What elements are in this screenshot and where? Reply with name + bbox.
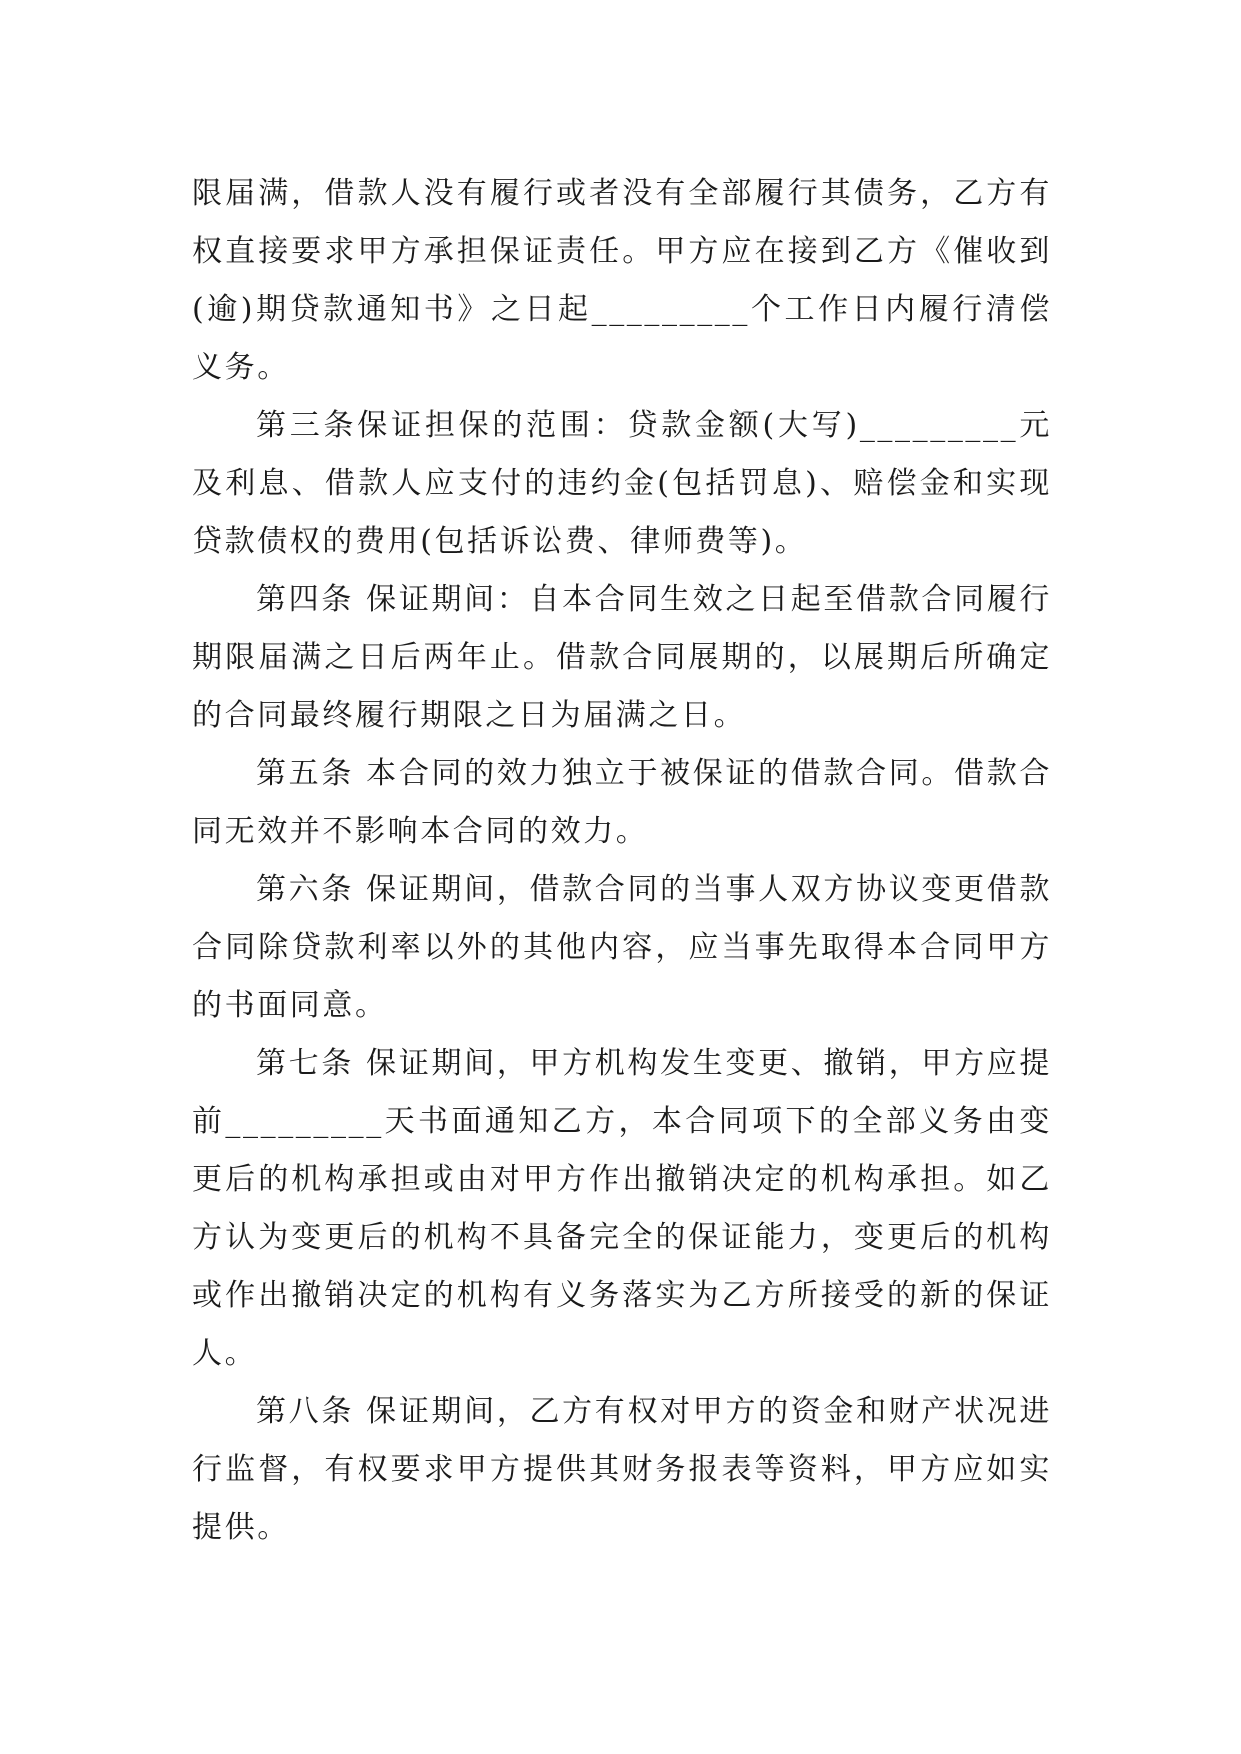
paragraph-article-4: 第四条 保证期间：自本合同生效之日起至借款合同履行期限届满之日后两年止。借款合同展期的，以展期后所确定的合同最终履行期限之日为届满之日。 bbox=[192, 582, 1052, 733]
paragraph-article-6: 第六条 保证期间，借款合同的当事人双方协议变更借款合同除贷款利率以外的其他内容，应当事先取得本合同甲方的书面同意。 bbox=[192, 872, 1052, 1023]
paragraph-article-8: 第八条 保证期间，乙方有权对甲方的资金和财产状况进行监督，有权要求甲方提供其财务报表等资料，甲方应如实提供。 bbox=[192, 1394, 1052, 1545]
paragraph-article-5: 第五条 本合同的效力独立于被保证的借款合同。借款合同无效并不影响本合同的效力。 bbox=[192, 756, 1052, 849]
document-body bbox=[192, 165, 1052, 1557]
paragraph-continuation: 限届满，借款人没有履行或者没有全部履行其债务，乙方有权直接要求甲方承担保证责任。甲方应在接到乙方《催收到(逾)期贷款通知书》之日起_________个工作日内履行清偿义务。 bbox=[192, 176, 1052, 385]
paragraph-article-7: 第七条 保证期间，甲方机构发生变更、撤销，甲方应提前_________天书面通知乙方，本合同项下的全部义务由变更后的机构承担或由对甲方作出撤销决定的机构承担。如乙方认为变更后的机构不具备完全的保证能力，变更后的机构或作出撤销决定的机构有义务落实为乙方所接受的新的保证人。 bbox=[192, 1046, 1052, 1371]
paragraph-article-3: 第三条保证担保的范围：贷款金额(大写)_________元及利息、借款人应支付的违约金(包括罚息)、赔偿金和实现贷款债权的费用(包括诉讼费、律师费等)。 bbox=[192, 408, 1052, 559]
